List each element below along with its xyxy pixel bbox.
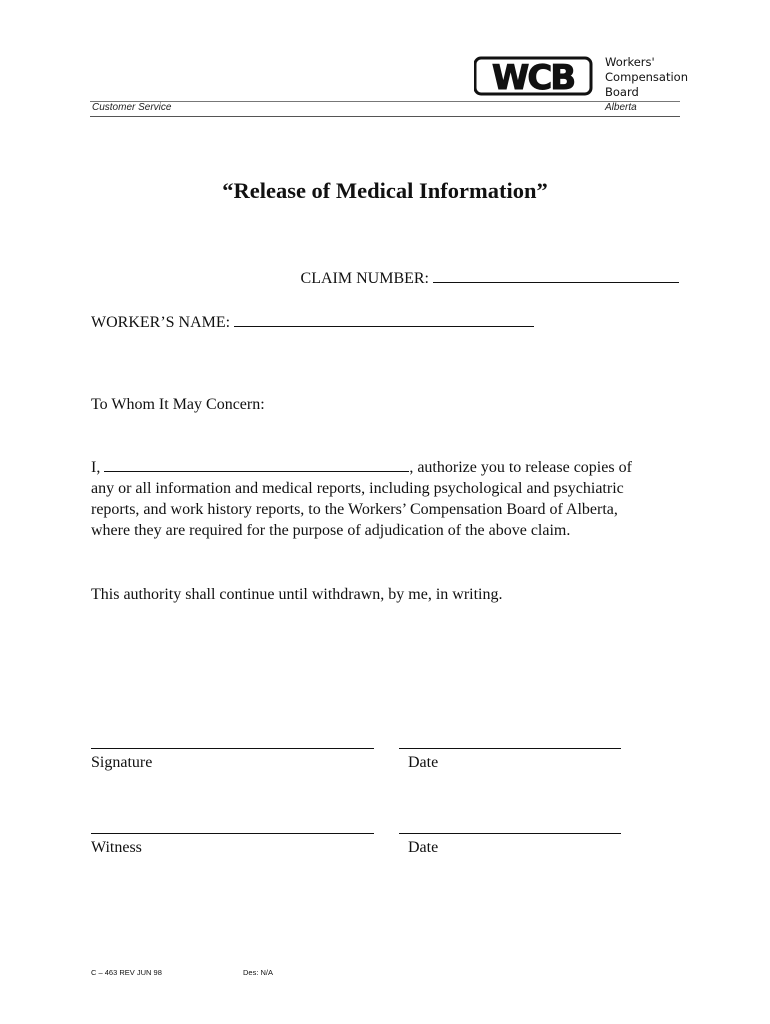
worker-name-field[interactable] <box>234 312 534 327</box>
department-label: Customer Service <box>92 102 172 113</box>
witness-field[interactable] <box>91 833 374 834</box>
org-name <box>605 55 688 100</box>
signature-field[interactable] <box>91 748 374 749</box>
claim-number-row <box>301 268 679 288</box>
witness-date-label: Date <box>408 839 439 856</box>
signature-date-field[interactable] <box>399 748 621 749</box>
signature-date-label: Date <box>408 754 439 771</box>
design-code: Des: N/A <box>243 968 274 977</box>
form-title: “Release of Medical Information” <box>222 178 548 203</box>
header-divider-top <box>90 101 680 102</box>
authorization-line-1 <box>91 457 691 478</box>
worker-name-row <box>91 312 534 332</box>
witness-label: Witness <box>91 839 142 856</box>
authorization-line-1-text: , authorize you to release copies of <box>409 459 632 476</box>
authorizer-name-field[interactable] <box>104 457 409 472</box>
authorization-line-2: any or all information and medical reports, including psychological and psychiatric <box>91 480 624 497</box>
claim-number-label: CLAIM NUMBER: <box>300 270 429 287</box>
claim-number-field[interactable] <box>433 268 679 283</box>
wcb-logo <box>474 52 688 108</box>
authorization-paragraph <box>91 457 691 541</box>
org-name-line-3: Board <box>605 85 639 99</box>
witness-date-field[interactable] <box>399 833 621 834</box>
authorization-prefix: I, <box>91 459 101 476</box>
org-name-line-2: Compensation <box>605 70 688 84</box>
authorization-line-4: where they are required for the purpose of adjudication of the above claim. <box>91 522 571 539</box>
signature-label: Signature <box>91 754 153 771</box>
authorization-line-3: reports, and work history reports, to the Workers’ Compensation Board of Alberta, <box>91 501 618 518</box>
org-name-line-1: Workers' <box>605 55 655 69</box>
wcb-logo-letters: WCB <box>491 58 575 98</box>
worker-name-label: WORKER’S NAME: <box>91 314 231 331</box>
province-label: Alberta <box>605 102 637 113</box>
authority-statement: This authority shall continue until withdrawn, by me, in writing. <box>91 586 503 603</box>
form-code: C – 463 REV JUN 98 <box>91 968 162 977</box>
wcb-logo-icon <box>474 52 594 98</box>
salutation: To Whom It May Concern: <box>91 396 265 413</box>
header-divider-bottom <box>90 116 680 117</box>
